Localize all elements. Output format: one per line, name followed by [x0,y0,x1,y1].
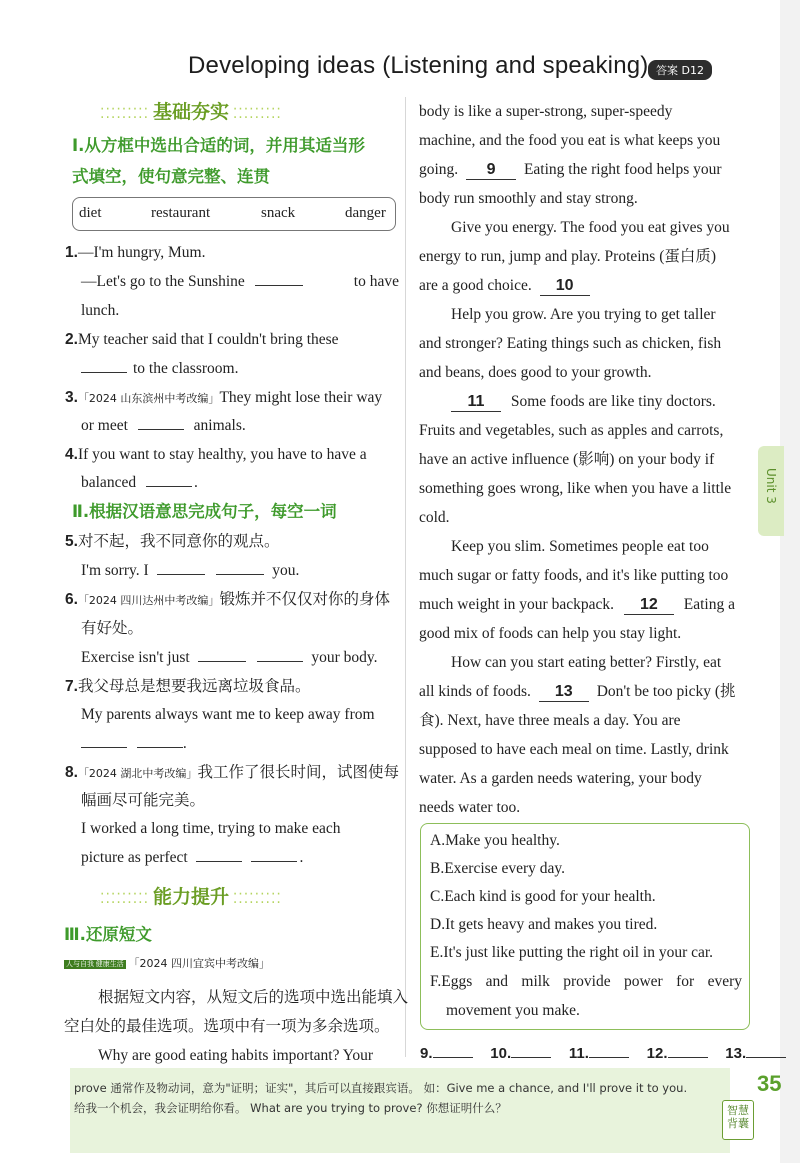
footer-note: prove 通常作及物动词，意为"证明；证实"，其后可以直接跟宾语。 如：Give me a chance, and I'll prove it to you. 给我一个机会，我会证明给你看。 What are you trying to prove? 你想证明什么？ [74,1081,688,1115]
blank-10[interactable]: 10 [540,277,590,296]
question-7-en2: . [81,729,187,758]
passage-line: Keep you slim. Sometimes people eat too [451,538,709,555]
question-8-en2: picture as perfect . [81,849,304,866]
passage-line: going. 9 Eating the right food helps your [419,161,722,178]
option-a[interactable]: A.Make you healthy. [430,832,560,849]
option-c[interactable]: C.Each kind is good for your health. [430,888,656,905]
page-edge [780,0,800,1163]
answer-blank[interactable] [198,647,246,662]
question-1-line3: lunch. [81,302,120,319]
part3-source [64,955,270,971]
decor-dots-right: ⁚⁚⁚⁚⁚⁚⁚⁚⁚ [232,892,282,907]
question-7-en1: My parents always want me to keep away from [81,706,375,723]
source-tag: 「2024 湖北中考改编」 [77,767,198,780]
answer-blank[interactable] [196,847,242,862]
passage-line: Give you energy. The food you eat gives you [451,219,730,236]
question-8-en1: I worked a long time, trying to make each [81,820,341,837]
instruction-line2: 空白处的最佳选项。选项中有一项为多余选项。 [64,1018,390,1035]
decor-dots-left: ⁚⁚⁚⁚⁚⁚⁚⁚⁚ [100,107,150,122]
answer-blank-13[interactable] [746,1043,786,1058]
passage-line: have an active influence (影响) on your body if [419,451,715,468]
passage-line: machine, and the food you eat is what keeps you [419,132,721,149]
memo-badge: 智慧背囊 [722,1100,754,1140]
passage-line: are a good choice. 10 [419,271,752,300]
blank-13[interactable]: 13 [539,683,589,702]
passage-line: much sugar or fatty foods, and it's like putting too [419,567,729,584]
blank-12[interactable]: 12 [624,596,674,615]
option-f-cont: movement you make. [446,1002,580,1019]
page-number: 35 [757,1071,782,1096]
passage-line: and stronger? Eating things such as chicken, fish [419,335,722,352]
decor-dots-right: ⁚⁚⁚⁚⁚⁚⁚⁚⁚ [232,107,282,122]
passage-line: supposed to have each meal on time. Lastly, drink [419,741,729,758]
question-3: 3.「2024 山东滨州中考改编」They might lose their way [65,389,383,406]
blank-9[interactable]: 9 [466,161,516,180]
option-e[interactable]: E.It's just like putting the right oil in your car. [430,944,714,961]
passage-line: much weight in your backpack. 12 Eating a [419,596,735,613]
part1-title-line2: 式填空，使句意完整、连贯 [72,167,270,186]
passage-line: body is like a super-strong, super-speedy [419,103,673,120]
passage-line: and beans, does good to your growth. [419,364,652,381]
question-3-line2: or meet animals. [81,417,246,434]
section-advanced-heading: ⁚⁚⁚⁚⁚⁚⁚⁚⁚ 能力提升 ⁚⁚⁚⁚⁚⁚⁚⁚⁚ [100,886,282,908]
section-basic-heading: ⁚⁚⁚⁚⁚⁚⁚⁚⁚ 基础夯实 ⁚⁚⁚⁚⁚⁚⁚⁚⁚ [100,101,282,123]
answer-blank[interactable] [146,472,192,487]
source-tag: 「2024 四川宜宾中考改编」 [128,957,270,970]
passage-line: 食). Next, have three meals a day. You are [419,712,681,729]
question-8: 8.「2024 湖北中考改编」我工作了很长时间，试图使每 [65,764,399,781]
source-tag: 「2024 四川达州中考改编」 [77,594,220,607]
passage-line: water. As a garden needs watering, your body [419,770,702,787]
word-box [72,197,396,231]
column-divider [405,97,406,1057]
question-5-en: I'm sorry. I you. [81,562,300,579]
question-7: 7.我父母总是想要我远离垃圾食品。 [65,678,311,695]
question-6: 6.「2024 四川达州中考改编」锻炼并不仅仅对你的身体 [65,591,390,608]
answer-line: 9. 10. 11. 12. 13. [420,1043,786,1063]
answer-blank-9[interactable] [433,1043,473,1058]
part3-title: Ⅲ.还原短文 [64,925,152,944]
answer-blank[interactable] [81,733,127,748]
question-1-line2: —Let's go to the Sunshine to have [81,273,399,290]
passage-intro: Why are good eating habits important? Your [98,1047,374,1064]
answer-blank[interactable] [157,560,205,575]
question-5: 5.对不起，我不同意你的观点。 [65,533,280,550]
passage-line: Help you grow. Are you trying to get taller [451,306,716,323]
word-option: snack [261,205,296,221]
passage-line: body run smoothly and stay strong. [419,190,638,207]
answer-blank-10[interactable] [511,1043,551,1058]
passage-line: cold. [419,509,450,526]
word-option: diet [79,205,102,221]
question-6-zh2: 有好处。 [81,620,144,637]
passage-line: needs water too. [419,799,521,816]
passage-line: all kinds of foods. 13 Don't be too picky (挑 [419,683,736,700]
passage-line: good mix of foods can help you stay light. [419,625,682,642]
option-f[interactable]: F.Eggs and milk provide power for every [430,973,742,990]
answer-blank[interactable] [137,733,183,748]
passage-line: 11 Some foods are like tiny doctors. [419,387,752,416]
question-2: 2.My teacher said that I couldn't bring these [65,331,339,348]
page-title: Developing ideas (Listening and speaking) [188,52,649,79]
word-option: danger [345,205,386,221]
passage-line: Fruits and vegetables, such as apples and carrots, [419,422,724,439]
answer-blank[interactable] [216,560,264,575]
instruction-line1: 根据短文内容，从短文后的选项中选出能填入 [98,989,409,1006]
question-4-line2: balanced . [81,474,198,491]
theme-tag: 人与自我 健康生活 [66,959,124,968]
answer-blank[interactable] [257,647,303,662]
part2-title: Ⅱ.根据汉语意思完成句子，每空一词 [72,502,337,521]
passage-line: something goes wrong, like when you have a little [419,480,732,497]
blank-11[interactable]: 11 [451,393,501,412]
answer-blank-12[interactable] [668,1043,708,1058]
word-option: restaurant [151,205,211,221]
question-1: 1.—I'm hungry, Mum. [65,244,206,261]
answer-blank[interactable] [81,358,127,373]
question-8-zh2: 幅画尽可能完美。 [81,792,206,809]
option-d[interactable]: D.It gets heavy and makes you tired. [430,916,658,933]
answer-blank[interactable] [138,415,184,430]
question-4: 4.If you want to stay healthy, you have to have a [65,446,367,463]
question-2-line2: to the classroom. [81,354,238,383]
passage-line: energy to run, jump and play. Proteins (蛋白质) [419,248,717,265]
passage-line: How can you start eating better? Firstly, eat [451,654,722,671]
source-tag: 「2024 山东滨州中考改编」 [77,392,220,405]
answer-blank-11[interactable] [589,1043,629,1058]
answer-blank[interactable] [251,847,297,862]
decor-dots-left: ⁚⁚⁚⁚⁚⁚⁚⁚⁚ [100,892,150,907]
answer-ref-badge: 答案 D12 [648,60,712,80]
unit-tab[interactable]: Unit 3 [758,446,784,536]
part1-title-line1: Ⅰ.从方框中选出合适的词，并用其适当形 [72,136,365,155]
answer-blank[interactable] [255,271,303,286]
option-b[interactable]: B.Exercise every day. [430,860,565,877]
question-6-en: Exercise isn't just your body. [81,649,378,666]
